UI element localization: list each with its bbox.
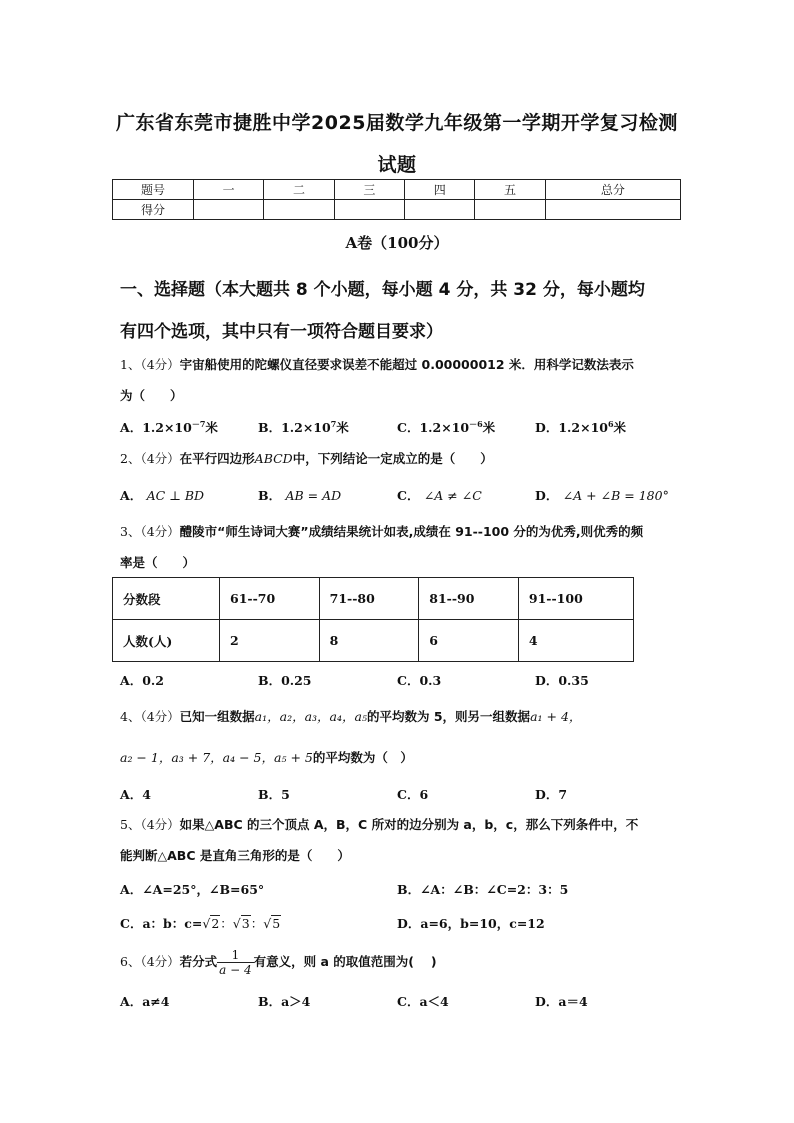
section1-heading-line2: 有四个选项，其中只有一项符合题目要求） (120, 322, 443, 342)
q3-option-c: C．0.3 (397, 673, 442, 688)
table-cell: 4 (518, 620, 633, 662)
option-label: D． (535, 488, 559, 503)
q3-option-a: A．0.2 (120, 673, 164, 688)
option-base: 1.2×10 (281, 420, 331, 435)
score-input-cell (475, 200, 545, 220)
option-text: C．a：b：c= (120, 916, 203, 931)
question-2 (120, 449, 493, 467)
table-cell: 6 (419, 620, 519, 662)
q6-option-b: B．a＞4 (258, 994, 311, 1009)
q4-option-b: B．5 (258, 787, 290, 802)
document-title-line2: 试题 (377, 154, 417, 176)
score-cell: 题号 (113, 180, 194, 200)
score-table-score-row (113, 200, 681, 220)
fraction (217, 948, 253, 977)
fraction-denominator: a − 4 (219, 963, 252, 977)
option-value: AC ⊥ BD (146, 488, 205, 503)
option-label: A． (120, 420, 143, 435)
table-cell: 91--100 (518, 578, 633, 620)
question-3-line1 (120, 522, 643, 540)
q5-option-d: D．a=6，b=10，c=12 (397, 916, 545, 931)
question-text-post: 的平均数为（ ） (312, 750, 413, 765)
score-input-cell (545, 200, 680, 220)
q1-option-b (258, 418, 349, 436)
q2-option-c (397, 486, 482, 504)
option-base: 1.2×10 (558, 420, 608, 435)
question-text-mid: 的平均数为 5，则另一组数据 (367, 709, 531, 724)
option-exponent: －6 (469, 418, 483, 429)
q5-option-c (120, 914, 281, 932)
option-label: B． (258, 420, 282, 435)
question-number: 1、（4分） (120, 357, 180, 372)
q6-option-c: C．a＜4 (397, 994, 449, 1009)
radicand: 2 (211, 916, 220, 931)
score-row-label: 得分 (113, 200, 194, 220)
question-number: 6、（4分） (120, 954, 180, 969)
option-label: C． (397, 420, 420, 435)
q2-option-d (535, 486, 669, 504)
sqrt-expr: √2：√3：√5 (202, 916, 281, 931)
question-text: 如果△ABC 的三个顶点 A，B，C 所对的边分别为 a，b，c，那么下列条件中，不 (179, 817, 639, 832)
q4-option-c: C．6 (397, 787, 429, 802)
option-unit: 米 (613, 420, 627, 435)
q2-option-b (258, 486, 341, 504)
option-base: 1.2×10 (142, 420, 192, 435)
option-base: 1.2×10 (419, 420, 470, 435)
question-text-pre: 若分式 (179, 954, 218, 969)
score-cell: 二 (264, 180, 334, 200)
option-exponent: 6 (607, 418, 614, 429)
question-expr: a₂ − 1，a₃ + 7，a₄ − 5，a₅ + 5 (120, 750, 313, 765)
document-title-line1: 广东省东莞市捷胜中学2025届数学九年级第一学期开学复习检测 (116, 112, 678, 134)
question-1-line2: 为（ ） (120, 388, 183, 403)
question-number: 5、（4分） (120, 817, 180, 832)
q1-option-c (397, 418, 495, 436)
question-5-line1 (120, 815, 638, 833)
question-6 (120, 948, 437, 977)
option-label: C． (397, 488, 420, 503)
question-text: 宇宙船使用的陀螺仪直径要求误差不能超过 0.00000012 米．用科学记数法表示 (179, 357, 634, 372)
question-4-line2 (120, 748, 413, 766)
question-1-line1 (120, 355, 634, 373)
q6-option-d: D．a＝4 (535, 994, 588, 1009)
q6-option-a: A．a≠4 (120, 994, 170, 1009)
option-value: ∠A ≠ ∠C (423, 488, 482, 503)
q5-option-b: B．∠A：∠B：∠C=2：3：5 (397, 882, 569, 897)
score-cell: 五 (475, 180, 545, 200)
q3-option-d: D．0.35 (535, 673, 589, 688)
score-cell: 一 (194, 180, 264, 200)
table-cell: 2 (220, 620, 320, 662)
score-table-header-row (113, 180, 681, 200)
score-input-cell (194, 200, 264, 220)
option-unit: 米 (336, 420, 349, 435)
radicand: 3 (241, 916, 250, 931)
option-label: B． (258, 488, 282, 503)
option-label: A． (120, 488, 143, 503)
question-text-pre: 已知一组数据 (179, 709, 255, 724)
score-cell: 总分 (545, 180, 680, 200)
radicand: 5 (272, 916, 281, 931)
table-cell: 61--70 (220, 578, 320, 620)
option-exponent: 7 (330, 418, 337, 429)
q1-option-d (535, 418, 626, 436)
option-label: D． (535, 420, 559, 435)
question-text-post: 中，下列结论一定成立的是（ ） (292, 451, 493, 466)
option-exponent: －7 (191, 418, 206, 429)
section-a-heading: A卷（100分） (345, 234, 449, 252)
question-number: 3、（4分） (120, 524, 180, 539)
question-text-post: 有意义，则 a 的取值范围为( ) (253, 954, 437, 969)
score-cell: 三 (334, 180, 404, 200)
score-input-cell (405, 200, 475, 220)
q4-option-d: D．7 (535, 787, 568, 802)
question-expr: a₁ + 4， (530, 709, 582, 724)
section1-heading-line1: 一、选择题（本大题共 8 个小题，每小题 4 分，共 32 分，每小题均 (120, 280, 645, 300)
q2-option-a (120, 486, 204, 504)
question-text: 醴陵市“师生诗词大赛”成绩结果统计如表,成绩在 91--100 分的为优秀,则优秀的频 (179, 524, 644, 539)
frequency-table (112, 577, 634, 662)
option-value: AB = AD (285, 488, 342, 503)
question-vars: a₁，a₂，a₃，a₄，a₅ (254, 709, 367, 724)
frequency-table-row (113, 620, 634, 662)
table-cell: 人数(人) (113, 620, 220, 662)
question-math: ABCD (254, 451, 293, 466)
question-3-line2: 率是（ ） (120, 555, 196, 570)
table-cell: 8 (319, 620, 419, 662)
table-cell: 分数段 (113, 578, 220, 620)
frequency-table-row (113, 578, 634, 620)
q1-option-a (120, 418, 218, 436)
score-cell: 四 (405, 180, 475, 200)
question-4-line1 (120, 707, 581, 725)
table-cell: 81--90 (419, 578, 519, 620)
question-5-line2: 能判断△ABC 是直角三角形的是（ ） (120, 848, 350, 863)
fraction-numerator: 1 (217, 948, 253, 963)
option-value: ∠A + ∠B = 180° (562, 488, 669, 503)
score-input-cell (264, 200, 334, 220)
question-number: 2、（4分） (120, 451, 180, 466)
q4-option-a: A．4 (120, 787, 151, 802)
q5-option-a: A．∠A=25°，∠B=65° (120, 882, 265, 897)
question-number: 4、（4分） (120, 709, 180, 724)
table-cell: 71--80 (319, 578, 419, 620)
question-text-pre: 在平行四边形 (179, 451, 255, 466)
score-input-cell (334, 200, 404, 220)
q3-option-b: B．0.25 (258, 673, 312, 688)
option-unit: 米 (205, 420, 218, 435)
option-unit: 米 (482, 420, 496, 435)
score-table (112, 179, 681, 220)
